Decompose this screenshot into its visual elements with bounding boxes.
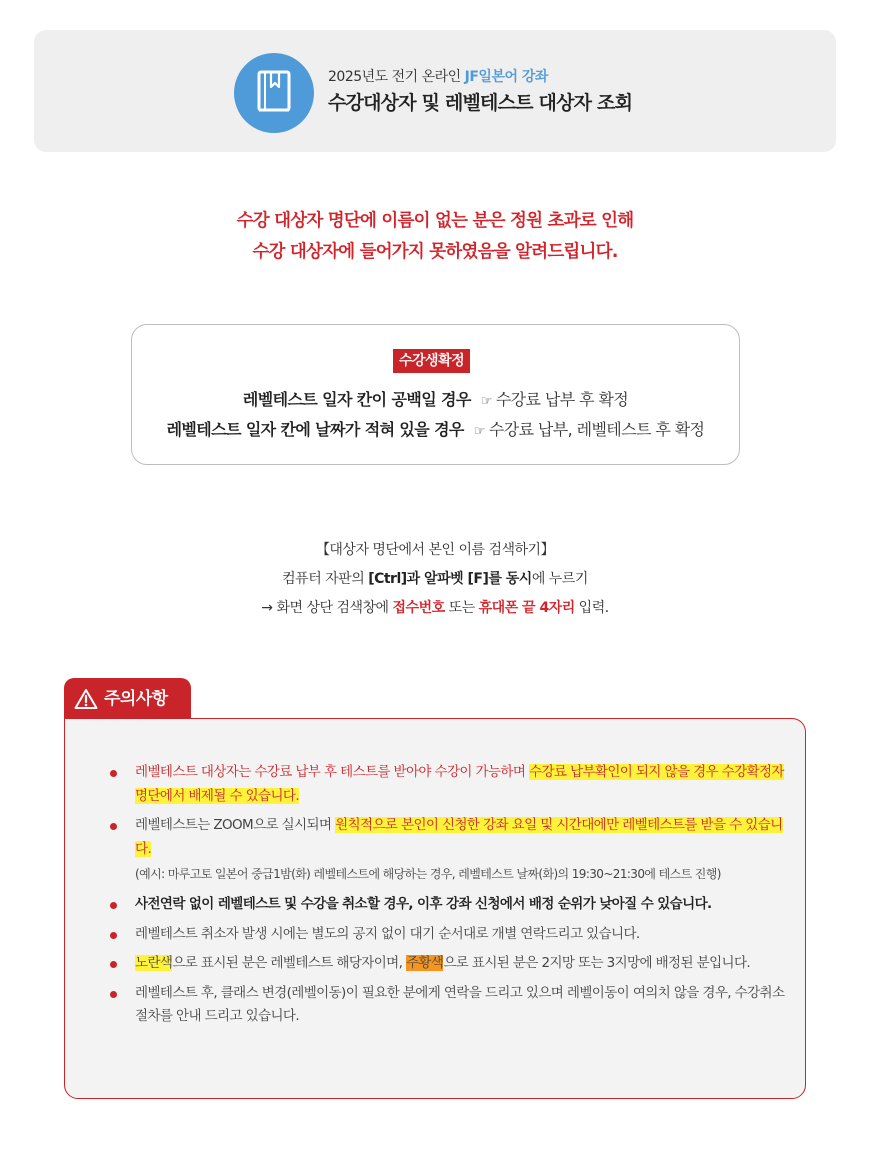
confirm-row-2: 레벨테스트 일자 칸에 날짜가 적혀 있을 경우 ☞ 수강료 납부, 레벨테스트 후 확정: [166, 420, 705, 439]
notice-message: [0, 206, 870, 268]
bullet-icon: [110, 932, 117, 939]
confirm-row-1: 레벨테스트 일자 칸이 공백일 경우 ☞ 수강료 납부 후 확정: [242, 390, 629, 409]
confirm-badge: 수강생확정: [393, 349, 470, 373]
confirmation-box: [131, 324, 740, 465]
pointing-hand-icon: ☞: [473, 424, 485, 439]
list-item: 레벨테스트 후, 클래스 변경(레벨이동)이 필요한 분에게 연락을 드리고 있으며 레벨이동이 여의치 않을 경우, 수강취소 절차를 안내 드리고 있습니다.: [65, 982, 805, 1029]
caution-title: 주의사항: [104, 689, 168, 709]
notice-line-2: 수강 대상자에 들어가지 못하였음을 알려드립니다.: [252, 242, 618, 262]
list-item: 레벨테스트 취소자 발생 시에는 별도의 공지 없이 대기 순서대로 개별 연락드리고 있습니다.: [65, 923, 805, 947]
pointing-hand-icon: ☞: [480, 394, 492, 409]
book-icon: [234, 53, 314, 133]
bullet-icon: [110, 902, 117, 909]
bullet-icon: [110, 770, 117, 777]
bullet-icon: [110, 961, 117, 968]
search-title: 【대상자 명단에서 본인 이름 검색하기】: [315, 542, 555, 558]
bullet-icon: [110, 823, 117, 830]
example-note: (예시: 마루고토 일본어 중급1밤(화) 레벨테스트에 해당하는 경우, 레벨테스트 날짜(화)의 19:30~21:30에 테스트 진행): [135, 867, 721, 881]
search-step-2: → 화면 상단 검색창에 접수번호 또는 휴대폰 끝 4자리 입력.: [261, 600, 609, 616]
page-title: 수강대상자 및 레벨테스트 대상자 조회: [328, 92, 633, 114]
search-instructions: [0, 536, 870, 623]
search-step-1: 컴퓨터 자판의 [Ctrl]과 알파벳 [F]를 동시에 누르기: [282, 571, 588, 587]
course-name: JF일본어 강좌: [464, 69, 548, 85]
page-header: [34, 30, 836, 152]
warning-icon: [74, 688, 98, 710]
list-item: 레벨테스트는 ZOOM으로 실시되며 원칙적으로 본인이 신청한 강좌 요일 및 시간대에만 레벨테스트를 받을 수 있습니다. (예시: 마루고토 일본어 중급1밤(화) 레벨테스트에 해당하는 경우, 레벨테스트 날짜(화)의 19:30~21:30에 테스트 진행): [65, 814, 805, 887]
list-item: 레벨테스트 대상자는 수강료 납부 후 테스트를 받아야 수강이 가능하며 수강료 납부확인이 되지 않을 경우 수강확정자 명단에서 배제될 수 있습니다.: [65, 761, 805, 808]
caution-box: [64, 718, 806, 1099]
header-subtitle: 2025년도 전기 온라인 JF일본어 강좌: [328, 69, 548, 85]
bullet-icon: [110, 991, 117, 998]
caution-list: [65, 761, 805, 1035]
caution-tab: [64, 678, 191, 720]
list-item: 노란색으로 표시된 분은 레벨테스트 해당자이며, 주황색으로 표시된 분은 2지망 또는 3지망에 배정된 분입니다.: [65, 952, 805, 976]
notice-line-1: 수강 대상자 명단에 이름이 없는 분은 정원 초과로 인해: [236, 211, 634, 231]
list-item: 사전연락 없이 레벨테스트 및 수강을 취소할 경우, 이후 강좌 신청에서 배정 순위가 낮아질 수 있습니다.: [65, 893, 805, 917]
